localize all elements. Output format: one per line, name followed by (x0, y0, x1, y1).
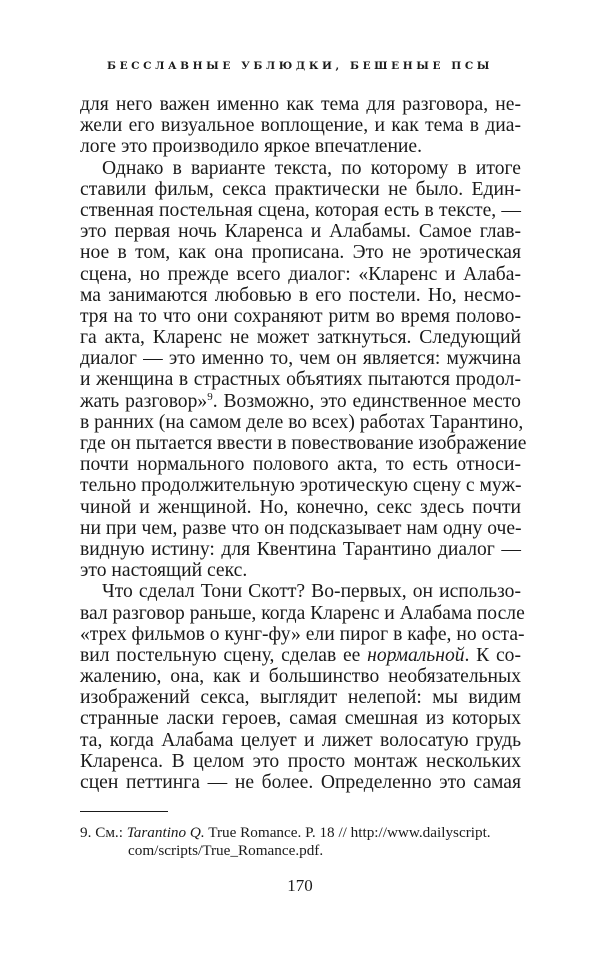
text-line: та, когда Алабама целует и лижет волосатую грудь (80, 729, 521, 751)
text-line-with-footnote-ref (80, 391, 521, 412)
text-line: это первая ночь Кларенса и Алабамы. Самое глав- (80, 221, 521, 243)
text-line: «трех фильмов о кунг-фу» ели пирог в кафе, но оста- (80, 623, 525, 645)
text-line: ма занимаются любовью в его постели. Но, несмо- (80, 284, 521, 306)
text-fragment: . К со- (464, 644, 521, 666)
italic-emphasis: нормальной (367, 644, 465, 666)
text-line: ставили фильм, секса практически не было. Един- (80, 178, 521, 200)
text-line: видную истину: для Квентина Тарантино диалог — (80, 538, 521, 560)
text-line-with-italic (80, 645, 521, 666)
text-line: диалог — это именно то, чем он является: мужчина (80, 348, 521, 370)
footnote-url-continuation[interactable]: com/scripts/True_Romance.pdf. (128, 841, 324, 859)
text-line: тельно продолжительную эротическую сцену с муж- (80, 475, 522, 497)
text-line: ни при чем, разве что он подсказывает нам одну оче- (80, 517, 522, 539)
text-line: сцен петтинга — не более. Определенно это самая (80, 772, 521, 793)
text-line: и женщина в страстных объятиях пытаются продол- (80, 369, 521, 391)
text-line: где он пытается ввести в повествование изображение (80, 433, 527, 454)
text-line: в ранних (на самом деле во всех) работах Тарантино, (80, 411, 524, 433)
page-number: 170 (287, 876, 313, 895)
text-line: почти нормального полового акта, то есть относи- (80, 454, 521, 476)
running-head: БЕССЛАВНЫЕ УБЛЮДКИ, БЕШЕНЫЕ ПСЫ (107, 60, 493, 72)
text-line: га акта, Кларенс не может заткнуться. Следующий (80, 327, 521, 349)
footnote-author: Tarantino Q. (126, 824, 205, 841)
footnote-prefix: См.: (95, 824, 123, 841)
footnote-citation[interactable]: True Romance. P. 18 // http://www.dailyscript. (208, 824, 491, 841)
text-line: это настоящий секс. (80, 560, 248, 582)
text-line: жалению, она, как и большинство необязательных (80, 666, 521, 688)
text-line: Кларенса. В целом это просто монтаж нескольких (80, 750, 521, 772)
body-text (80, 94, 527, 793)
text-fragment: вил постельную сцену, сделав ее (80, 644, 368, 666)
footnote-reference[interactable]: 9 (207, 390, 213, 403)
text-line: вал разговор раньше, когда Кларенс и Алабама после (80, 602, 525, 624)
text-line: изображений секса, выглядит нелепой: мы видим (80, 687, 521, 709)
text-line: тря на то что они сохраняют ритм во время полово- (80, 305, 521, 327)
footnote (80, 824, 522, 859)
footnote-number: 9. (80, 824, 92, 841)
paragraph-start-line: Что сделал Тони Скотт? Во-первых, он использо- (102, 581, 521, 603)
text-fragment: жать разговор» (80, 390, 208, 412)
text-line: странные ласки героев, самая смешная из которых (80, 708, 521, 730)
text-line: ственная постельная сцена, которая есть в тексте, — (80, 199, 521, 221)
text-line: для него важен именно как тема для разговора, не- (80, 94, 521, 115)
text-line: логе это производило яркое впечатление. (80, 136, 423, 158)
footnote-divider (80, 811, 168, 812)
text-line: чиной и женщиной. Но, конечно, секс здесь почти (80, 496, 521, 518)
text-line: ное в том, как она прописана. Это не эротическая (80, 242, 521, 264)
text-line: жели его визуальное воплощение, и как тема в диа- (80, 115, 521, 137)
footnote-line (80, 824, 522, 842)
text-line: сцена, но прежде всего диалог: «Кларенс и Алаба- (80, 263, 521, 285)
paragraph-start-line: Однако в варианте текста, по которому в итоге (102, 157, 521, 179)
text-fragment: . Возможно, это единственное место (212, 390, 521, 412)
